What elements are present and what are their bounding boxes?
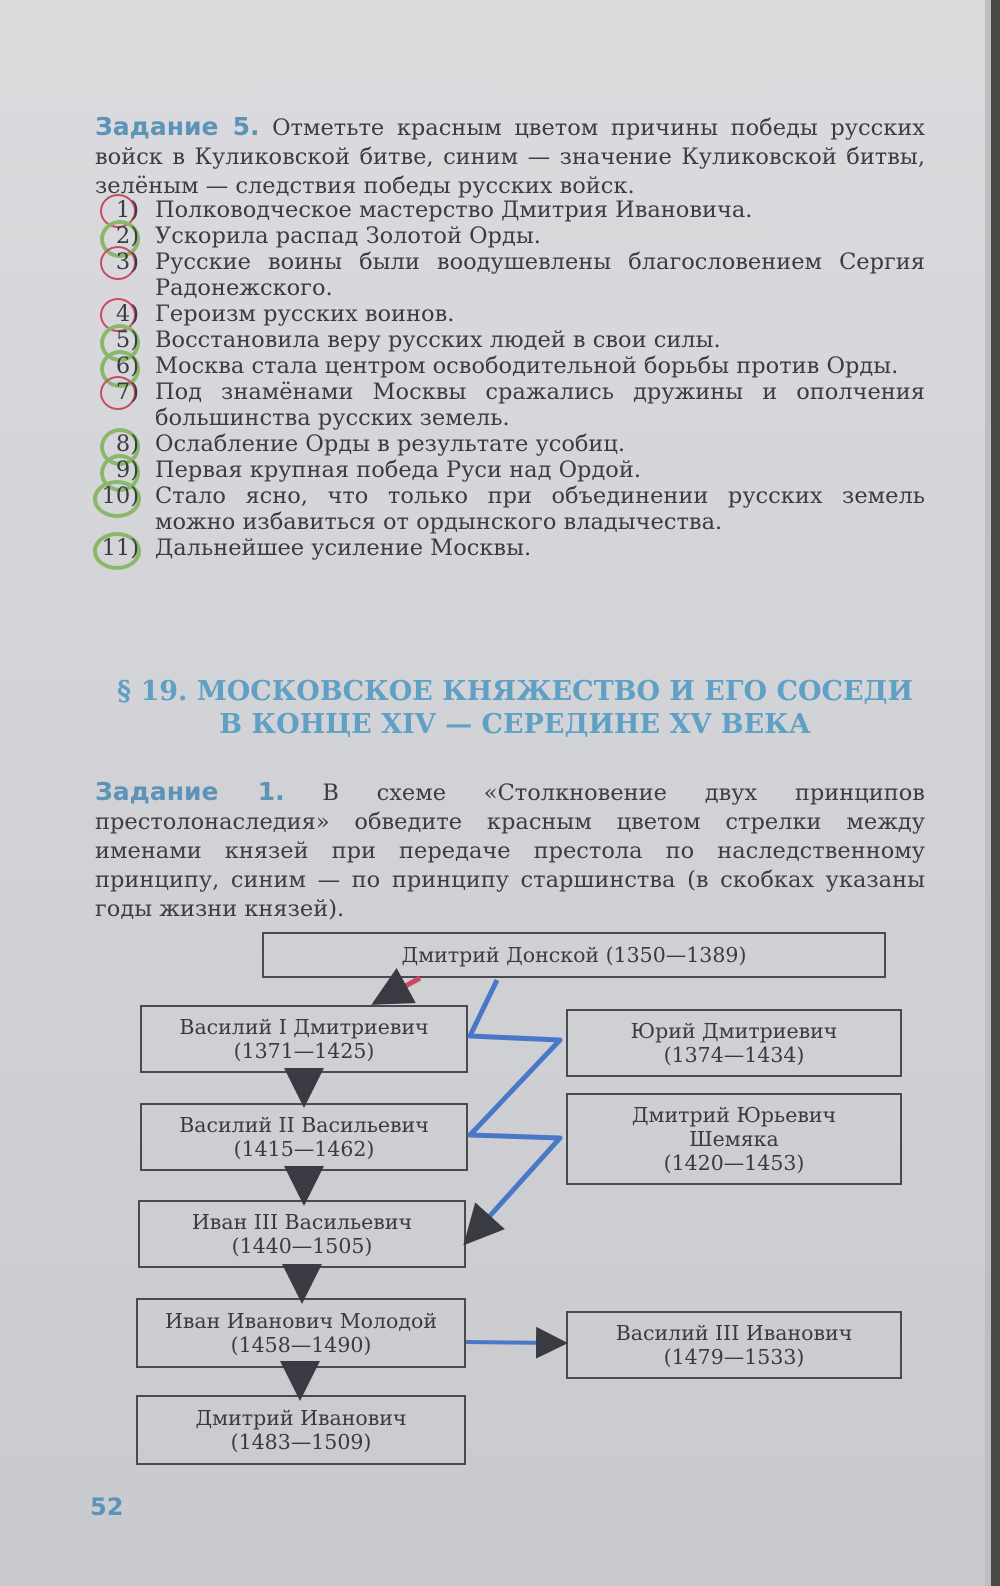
box-years: (1479—1533) [663, 1345, 805, 1369]
item-number: 3) [115, 249, 139, 275]
box-years: (1483—1509) [230, 1430, 372, 1454]
blue-zigzag-arrow [470, 980, 560, 1238]
box-name-2: Шемяка [689, 1127, 779, 1151]
item-number: 7) [115, 379, 139, 405]
task1-lead: Задание 1. [95, 777, 285, 806]
box-name: Иван Иванович Молодой [164, 1309, 438, 1333]
item-text: Москва стала центром освободительной борьбы против Орды. [155, 353, 899, 379]
box-name: Дмитрий Иванович [195, 1406, 407, 1430]
item-number: 1) [115, 197, 139, 223]
box-name: Иван III Васильевич [191, 1210, 413, 1234]
item-text: Стало ясно, что только при объединении русских земель можно избавиться от ордынского владычества. [155, 483, 925, 535]
item-text: Восстановила веру русских людей в свои силы. [155, 327, 721, 353]
item-number: 4) [115, 301, 139, 327]
box-name: Василий III Иванович [615, 1321, 853, 1345]
item-text: Русские воины были воодушевлены благословением Сергия Радонежского. [155, 249, 925, 301]
item-text: Первая крупная победа Руси над Ордой. [155, 457, 641, 483]
box-name: Дмитрий Юрьевич [631, 1103, 837, 1127]
box-years: (1374—1434) [663, 1043, 805, 1067]
item-text: Ослабление Орды в результате усобиц. [155, 431, 626, 457]
box-years: (1415—1462) [233, 1137, 375, 1161]
item-text: Под знамёнами Москвы сражались дружины и ополчения большинства русских земель. [155, 379, 925, 431]
box-name: Василий II Васильевич [179, 1113, 429, 1137]
page-number: 52 [90, 1493, 124, 1521]
box-years: (1440—1505) [231, 1234, 373, 1258]
task5-text: Отметьте красным цветом причины победы русских войск в Куликовской битве, синим — значение Куликовской битвы, зелёным — следствия победы русских войск. [95, 115, 925, 199]
box-years: (1458—1490) [230, 1333, 372, 1357]
item-number: 5) [115, 327, 139, 353]
item-text: Дальнейшее усиление Москвы. [155, 535, 532, 561]
item-number: 10) [101, 483, 139, 509]
box-years: (1420—1453) [663, 1151, 805, 1175]
item-text: Героизм русских воинов. [155, 301, 455, 327]
box-name: Юрий Дмитриевич [630, 1019, 838, 1043]
section-title-line1: § 19. МОСКОВСКОЕ КНЯЖЕСТВО И ЕГО СОСЕДИ [116, 676, 914, 707]
item-number: 8) [115, 431, 139, 457]
task1-text: В схеме «Столкновение двух принципов престолонаследия» обведите красным цветом стрелки между именами князей при передаче престола по наследственному принципу, синим — по принципу старшинства (в скобках указаны годы жизни князей). [95, 780, 925, 922]
item-number: 11) [101, 535, 139, 561]
item-number: 6) [115, 353, 139, 379]
box-name: Василий I Дмитриевич [179, 1015, 429, 1039]
box-name: Дмитрий Донской (1350—1389) [401, 943, 747, 967]
red-arrow [380, 978, 420, 1000]
box-years: (1371—1425) [233, 1039, 375, 1063]
blue-arrow [466, 1342, 560, 1343]
item-number: 2) [115, 223, 139, 249]
item-text: Ускорила распад Золотой Орды. [155, 223, 541, 249]
section-title-line2: В КОНЦЕ XIV — СЕРЕДИНЕ XV ВЕКА [219, 709, 811, 740]
task5-lead: Задание 5. [95, 112, 260, 141]
item-text: Полководческое мастерство Дмитрия Ивановича. [155, 197, 753, 223]
item-number: 9) [115, 457, 139, 483]
